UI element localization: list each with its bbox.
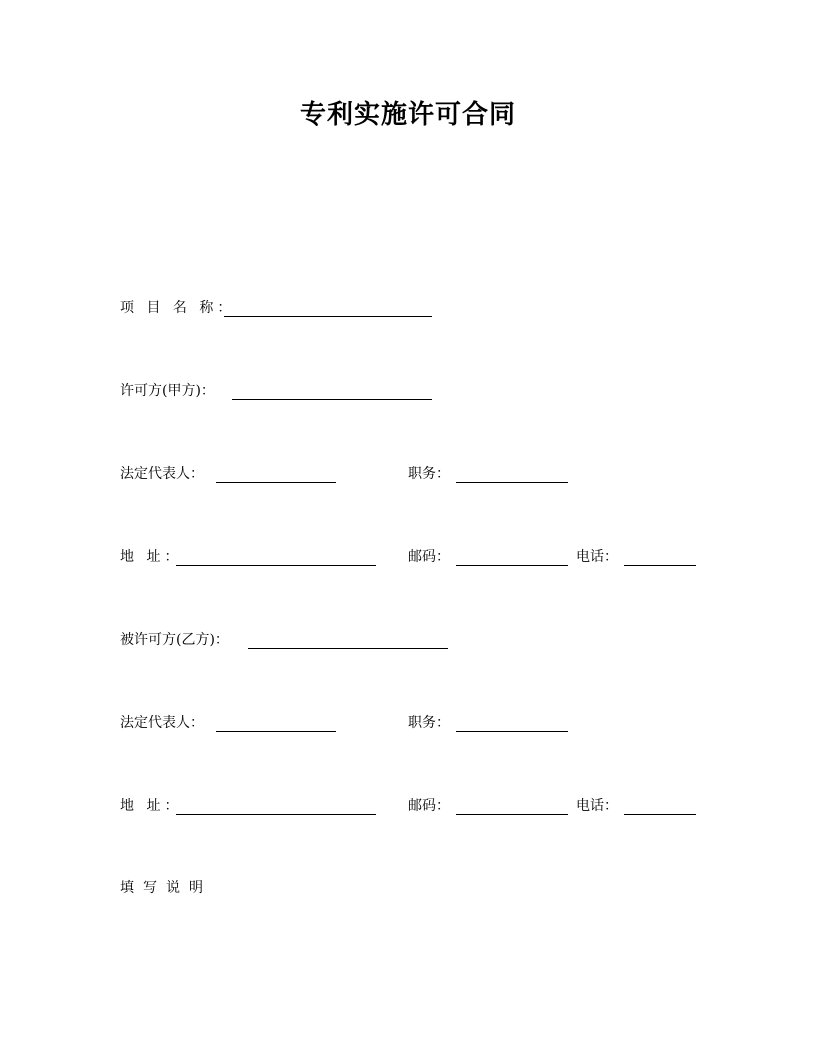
licensor-position-field[interactable] [456,482,568,483]
licensor-label: 许可方(甲方)： [120,383,215,399]
licensor-row [0,381,816,405]
licensor-address-label: 地 址： [120,549,183,565]
licensor-field[interactable] [232,399,432,400]
licensee-postcode-label: 邮码： [408,798,450,814]
licensee-postcode-field[interactable] [456,814,568,815]
project-name-row [0,298,816,322]
licensee-row [0,630,816,654]
licensee-position-label: 职务： [408,715,450,731]
licensor-rep-row [0,464,816,488]
licensee-phone-label: 电话： [576,798,618,814]
licensee-rep-field[interactable] [216,731,336,732]
licensor-address-field[interactable] [176,565,376,566]
fill-instructions-heading: 填写说明 [120,880,212,896]
project-name-field[interactable] [224,316,432,317]
licensor-phone-field[interactable] [624,565,696,566]
licensee-label: 被许可方(乙方)： [120,632,229,648]
licensee-phone-field[interactable] [624,814,696,815]
licensee-rep-label: 法定代表人： [120,715,204,731]
licensor-postcode-field[interactable] [456,565,568,566]
licensee-rep-row [0,713,816,737]
document-title: 专利实施许可合同 [299,100,516,130]
licensor-rep-label: 法定代表人： [120,466,204,482]
licensor-position-label: 职务： [408,466,450,482]
project-name-label: 项 目 名 称： [120,300,236,316]
licensor-rep-field[interactable] [216,482,336,483]
licensor-phone-label: 电话： [576,549,618,565]
licensee-field[interactable] [248,648,448,649]
licensee-position-field[interactable] [456,731,568,732]
licensee-address-label: 地 址： [120,798,183,814]
licensee-address-row [0,796,816,820]
licensee-address-field[interactable] [176,814,376,815]
licensor-address-row [0,547,816,571]
licensor-postcode-label: 邮码： [408,549,450,565]
